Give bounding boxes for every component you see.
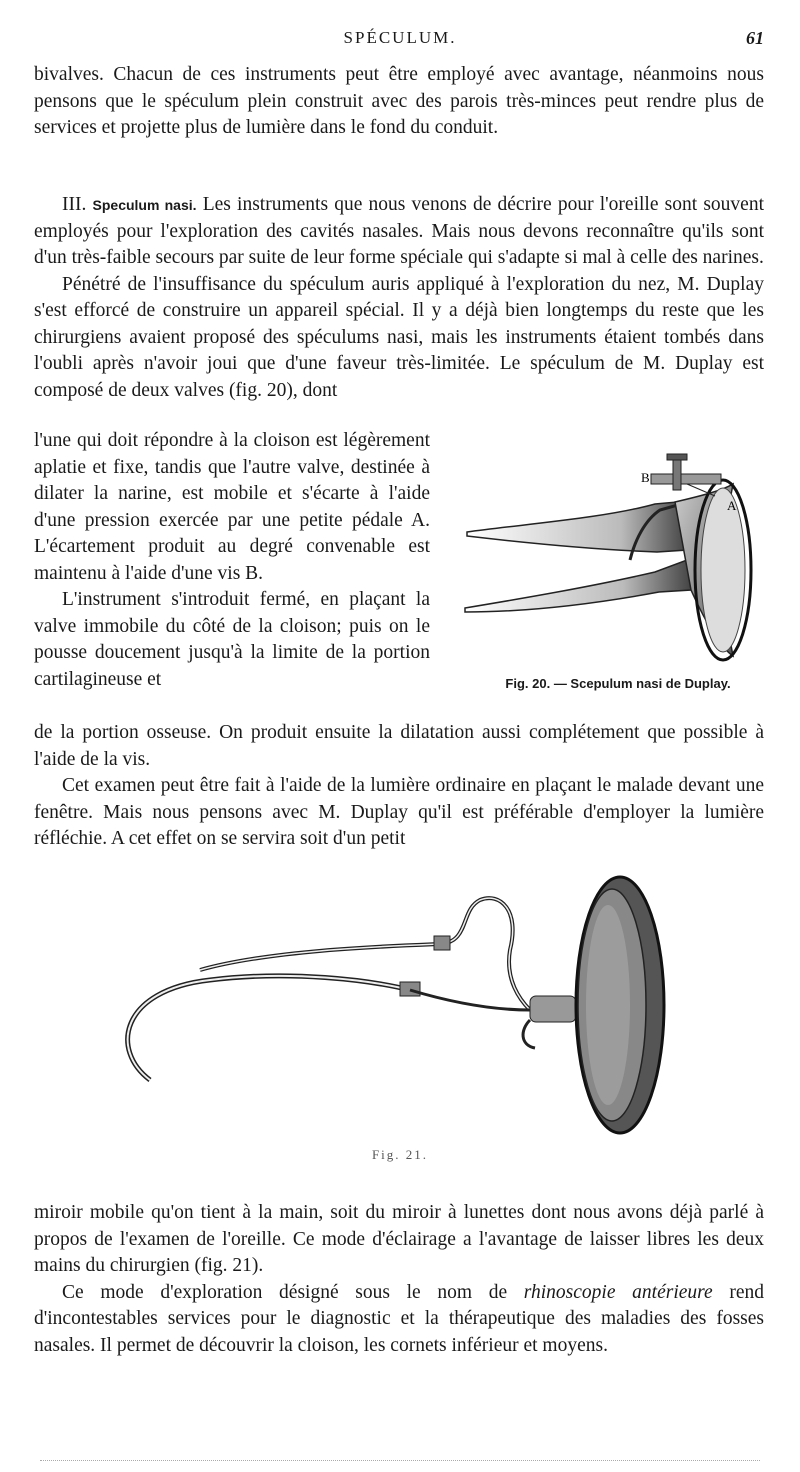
figure-20-label-b: B [641,470,650,485]
paragraph-examen: Cet examen peut être fait à l'aide de la lumière ordinaire en plaçant le malade devant une fenêtre. Mais nous pensons avec M. Duplay qu'il est préférable d'employer la lumière réfléchie. A cet effet on se servira soit d'un petit [34,775,764,849]
figure-20-nasal-speculum [455,440,775,670]
section-intro-text: Les instruments que nous venons de décrire pour l'oreille sont souvent employés pour l'exploration des cavités nasales. Mais nous devons reconnaître qu'ils sont d'un très-faible secours par suite de leur forme spéciale qui s'adapte si mal à celle des narines. [34,194,764,268]
section-heading: Speculum nasi. [92,197,197,213]
figure-21-caption: Fig. 21. [371,1147,429,1162]
paragraph-1-text: bivalves. Chacun de ces instruments peut être employé avec avantage, néanmoins nous pensons que le spéculum plein construit avec des parois très-minces peut rendre plus de services et projette plus de lumière dans le fond du conduit. [34,64,764,138]
section-paragraph [34,192,764,272]
footer-rule [40,1460,760,1461]
page-number: 61 [746,28,764,48]
figure-20-label-a: A [727,498,737,513]
paragraph-rhinoscopie [34,1280,764,1360]
final-paragraphs [34,1200,764,1359]
paragraph-introduction: L'instrument s'introduit fermé, en plaçant la valve immobile du côté de la cloison; puis on le pousse doucement jusqu'à la limite de la portion cartilagineuse et [34,589,430,690]
rhinoscopie-term: rhinoscopie antérieure [523,1281,713,1303]
wrapped-text-column [34,428,430,693]
section-speculum-nasi [34,192,764,404]
rhinoscopie-after: rend d'incontestables services pour le diagnostic et la thérapeutique des maladies des fosses nasales. Il permet de découvrir la cloison, les cornets inférieur et moyens. [34,1281,764,1356]
paragraph-continuation [34,720,764,853]
running-header [0,28,800,52]
paragraph-1 [34,62,764,142]
paragraph-valves: l'une qui doit répondre à la cloison est légèrement aplatie et fixe, tandis que l'autre valve, destinée à dilater la narine, est mobile et s'écarte à l'aide d'une pression exercée par une petite pédale A. L'écartement produit au degré convenable est maintenu à l'aide d'une vis B. [34,430,430,584]
paragraph-duplay: Pénétré de l'insuffisance du spéculum auris appliqué à l'exploration du nez, M. Duplay s'est efforcé de construire un appareil spécial. Il y a déjà bien longtemps du reste que les chirurgiens avaient proposé des spéculums nasi, mais les instruments étaient tombés dans l'oubli après n'avoir joui que d'une faveur très-limitée. Le spéculum de M. Duplay est composé de deux valves (fig. 20), dont [34,273,764,401]
figure-21-mirror-spectacles [90,870,700,1140]
section-number: III. [62,194,87,215]
paragraph-dilatation: de la portion osseuse. On produit ensuite la dilatation aussi complétement que possible à l'aide de la vis. [34,722,764,770]
paragraph-miroir: miroir mobile qu'on tient à la main, soit du miroir à lunettes dont nous avons déjà parlé à propos de l'examen de l'oreille. Ce mode d'éclairage a l'avantage de laisser libres les deux mains du chirurgien (fig. 21). [34,1202,764,1276]
figure-20-caption: Fig. 20. — Scepulum nasi de Duplay. [505,676,731,691]
rhinoscopie-before: Ce mode d'exploration désigné sous le nom de [62,1281,524,1303]
running-title: SPÉCULUM. [343,28,457,47]
